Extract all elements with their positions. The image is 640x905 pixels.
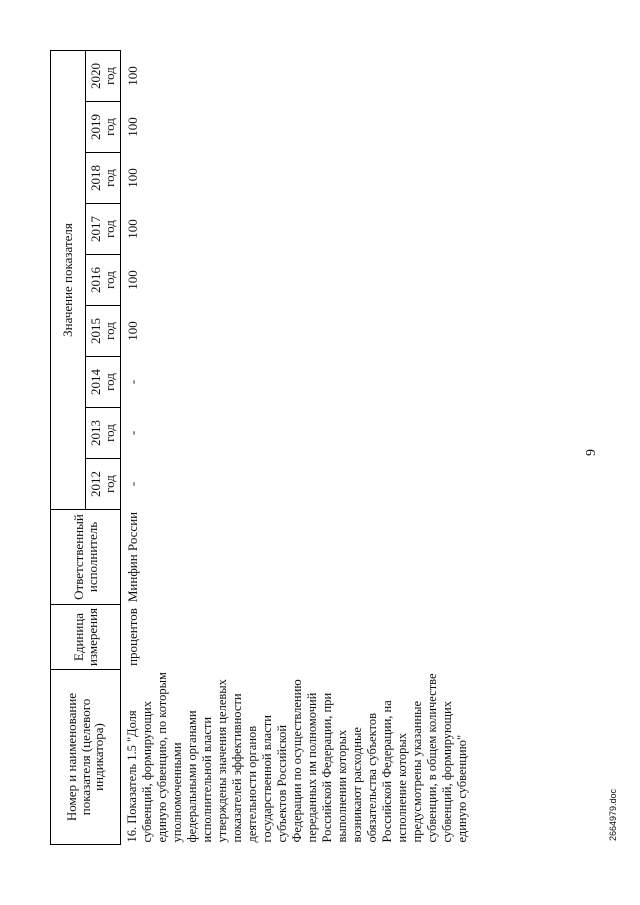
value-cell: - [125,481,140,487]
value-cell: 100 [125,66,140,86]
value-cell: 100 [125,321,140,341]
table-row [121,51,475,845]
header-year: 2013 год [86,408,121,459]
header-executor: Ответственный исполнитель [51,510,121,605]
header-year: 2018 год [86,153,121,204]
header-values-group: Значение показателя [51,51,86,510]
header-year: 2016 год [86,255,121,306]
value-cell: 100 [125,270,140,290]
document-id: 2664979.doc [608,788,618,841]
page-number: 9 [584,449,599,456]
header-year: 2020 год [86,51,121,102]
header-unit: Единица измерения [51,605,121,670]
indicator-name: 16. Показатель 1.5 "Доля субвенций, формирующих единую субвенцию, по которым уполномоченными федеральными органами исполнительной власти утверждены значения целевых показателей эффективности деятельности органов государственной власти субъектов Российской Федерации по осуществлению переданных им полномочий Российской Федерации, при выполнении которых возникают расходные обязательства субъектов Российской Федерации, на исполнение которых предусмотрены указанные субвенции, в общем количестве субвенций, формирующих единую субвенцию" [125,672,469,843]
value-cell: - [125,379,140,385]
header-year: 2015 год [86,306,121,357]
value-cell: - [125,430,140,436]
value-cell: 100 [125,117,140,137]
indicator-table [50,50,474,845]
indicator-unit: процентов [125,608,140,666]
value-cell: 100 [125,168,140,188]
header-year: 2014 год [86,357,121,408]
header-year: 2017 год [86,204,121,255]
indicator-executor: Минфин России [125,511,140,603]
header-name: Номер и наименование показателя (целевого индикатора) [51,670,121,845]
header-year: 2012 год [86,459,121,510]
value-cell: 100 [125,219,140,239]
header-year: 2019 год [86,102,121,153]
